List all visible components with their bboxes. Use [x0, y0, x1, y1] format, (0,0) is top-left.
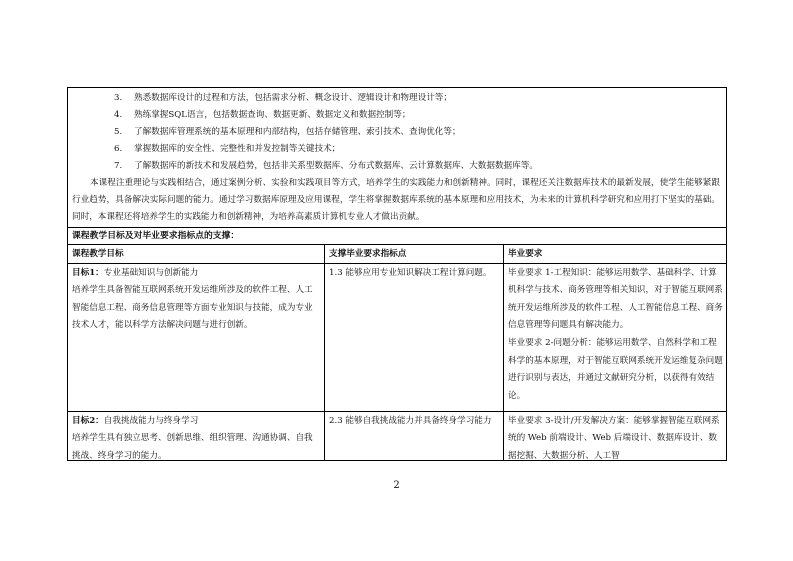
content-frame [67, 87, 727, 461]
header-indicator: 支撑毕业要求指标点 [325, 244, 504, 263]
goal-description: 培养学生具有独立思考、创新思维、组织管理、沟通协调、自我挑战、终身学习的能力。 [72, 433, 313, 461]
goal-cell [68, 411, 325, 461]
list-item: 3. 熟悉数据库设计的过程和方法，包括需求分析、概念设计、逻辑设计和物理设计等； [114, 93, 452, 103]
requirement-cell [504, 411, 728, 461]
goal-cell [68, 263, 325, 411]
intro-paragraph: 本课程注重理论与实践相结合，通过案例分析、实验和实践项目等方式，培养学生的实践能力和创新精神。同时，课程还关注数据库技术的最新发展，使学生能够紧跟行业趋势，具备解决实际问题的能力。通过学习数据库原理及应用课程，学生将掌握数据库系统的基本原理和应用技术，为未来的计算机科学研究和应用打下坚实的基础。同时，本课程还将培养学生的实践能力和创新精神，为培养高素质计算机专业人才做出贡献。 [72, 178, 720, 223]
indicator-cell: 2.3 能够自我挑战能力并具备终身学习能力 [325, 411, 504, 461]
requirement-text: 毕业要求 1-工程知识：能够运用数学、基础科学、计算机科学与技术、商务管理等相关知识，对于智能互联网系统开发运维所涉及的软件工程、人工智能信息工程、商务信息管理等问题具有解决能力。 [508, 267, 723, 331]
list-item: 5. 了解数据库管理系统的基本原理和内部结构，包括存储管理、索引技术、查询优化等； [114, 127, 461, 137]
header-goal: 课程教学目标 [68, 244, 325, 263]
table-row [68, 263, 728, 411]
goal-title: 目标2：自我挑战能力与终身学习 [72, 415, 199, 426]
goals-table [67, 244, 727, 461]
section-title: 课程教学目标及对毕业要求指标点的支撑： [68, 227, 726, 244]
list-item: 6. 掌握数据库的安全性、完整性和并发控制等关键技术； [114, 144, 341, 154]
list-item: 4. 熟练掌握SQL语言，包括数据查询、数据更新、数据定义和数据控制等； [114, 110, 411, 120]
table-row [68, 411, 728, 461]
indicator-cell: 1.3 能够应用专业知识解决工程计算问题。 [325, 263, 504, 411]
list-item: 7. 了解数据库的新技术和发展趋势，包括非关系型数据库、分布式数据库、云计算数据库、大数据数据库等。 [114, 161, 538, 171]
page-number: 2 [393, 480, 400, 491]
goal-title: 目标1：专业基础知识与创新能力 [72, 267, 199, 278]
requirement-text: 毕业要求 2-问题分析：能够运用数学、自然科学和工程科学的基本原理，对于智能互联网系统开发运维复杂问题进行识别与表达，并通过文献研究分析，以获得有效结论。 [508, 337, 723, 401]
requirement-cell [504, 263, 728, 411]
requirement-text: 毕业要求 3-设计/开发解决方案：能够掌握智能互联网系统的 Web 前端设计、Web 后端设计、数据库设计、数据挖掘、大数据分析、人工智 [508, 415, 720, 461]
table-header-row [68, 244, 728, 263]
objectives-section [68, 88, 726, 227]
goal-description: 培养学生具备智能互联网系统开发运维所涉及的软件工程、人工智能信息工程、商务信息管理等方面专业知识与技能，成为专业技术人才，能以科学方法解决问题与进行创新。 [72, 285, 313, 331]
header-requirement: 毕业要求 [504, 244, 728, 263]
